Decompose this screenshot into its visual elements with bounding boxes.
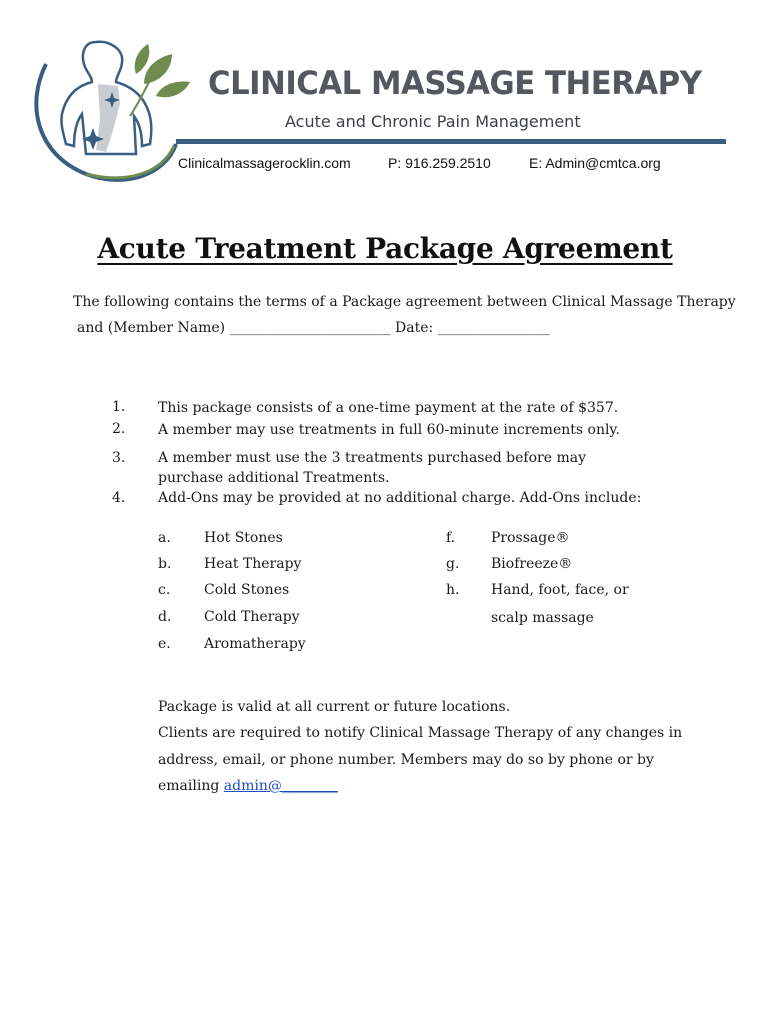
addon-item: Cold Therapy	[204, 609, 300, 625]
note-line-4-prefix: emailing	[158, 778, 224, 794]
addon-letter: g.	[446, 556, 460, 572]
term-text: A member must use the 3 treatments purchased before may purchase additional Treatments.	[158, 450, 586, 486]
addon-item: Aromatherapy	[204, 636, 306, 652]
note-line-3: address, email, or phone number. Members may do so by phone or by	[158, 752, 654, 768]
term-number: 4.	[112, 490, 126, 506]
brand-subtitle: Acute and Chronic Pain Management	[285, 112, 581, 131]
term-number: 3.	[112, 450, 126, 466]
addon-letter: d.	[158, 609, 172, 625]
addon-item: Biofreeze®	[491, 556, 573, 572]
contact-email: E: Admin@cmtca.org	[529, 155, 661, 171]
brand-title: CLINICAL MASSAGE THERAPY	[208, 64, 702, 102]
header-rule	[176, 139, 726, 144]
contact-phone: P: 916.259.2510	[388, 155, 491, 171]
term-text: A member may use treatments in full 60-minute increments only.	[158, 422, 620, 438]
term-number: 2.	[112, 421, 126, 437]
addon-letter: c.	[158, 582, 171, 598]
addon-letter: h.	[446, 582, 460, 598]
addon-item: Heat Therapy	[204, 556, 302, 572]
email-link[interactable]: admin@________	[223, 778, 338, 794]
logo-ring-arc-inner	[86, 146, 174, 178]
logo-leaf-3	[135, 44, 150, 74]
term-text: This package consists of a one-time payment at the rate of $357.	[158, 400, 619, 416]
term-text: Add-Ons may be provided at no additional charge. Add-Ons include:	[158, 490, 642, 506]
addon-letter: e.	[158, 636, 171, 652]
company-logo	[26, 24, 196, 184]
note-line-2: Clients are required to notify Clinical Massage Therapy of any changes in	[158, 725, 683, 741]
addon-item-continued: scalp massage	[491, 610, 594, 626]
intro-line-1: The following contains the terms of a Package agreement between Clinical Massage Therapy	[73, 294, 736, 310]
note-line-1: Package is valid at all current or future locations.	[158, 699, 511, 715]
addon-item: Hand, foot, face, or	[491, 582, 629, 598]
addon-letter: a.	[158, 530, 171, 546]
note-line-4	[158, 778, 338, 794]
logo-highlight	[96, 84, 120, 152]
addon-letter: b.	[158, 556, 172, 572]
addon-letter: f.	[446, 530, 456, 546]
addon-item: Cold Stones	[204, 582, 290, 598]
term-number: 1.	[112, 399, 126, 415]
contact-website: Clinicalmassagerocklin.com	[178, 155, 351, 171]
logo-leaf-2	[156, 82, 190, 98]
document-title: Acute Treatment Package Agreement	[97, 232, 673, 265]
addon-item: Hot Stones	[204, 530, 283, 546]
addon-item: Prossage®	[491, 530, 570, 546]
intro-line-2: and (Member Name) _______________________ Date: ________________	[77, 320, 550, 336]
